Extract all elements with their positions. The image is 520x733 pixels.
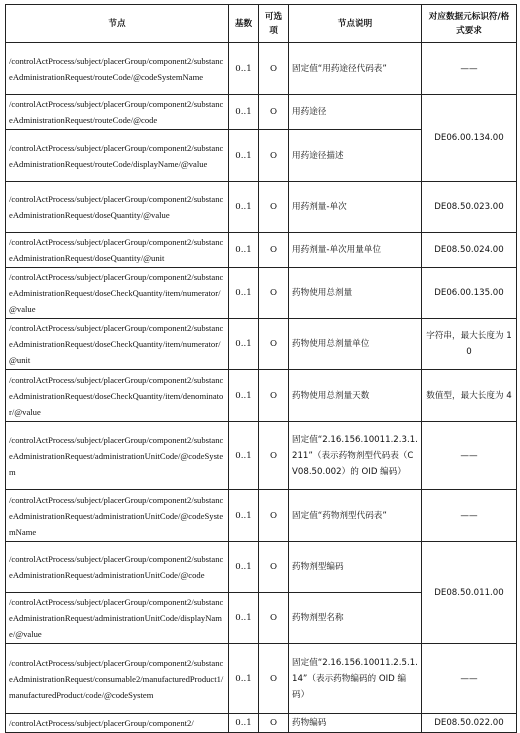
header-description: 节点说明 — [289, 5, 422, 43]
mapping-cell: DE08.50.023.00 — [422, 182, 517, 233]
table-row — [6, 714, 517, 733]
node-path-cell: /controlActProcess/subject/placerGroup/component2/ — [6, 714, 229, 733]
node-path-cell: /controlActProcess/subject/placerGroup/component2/substanceAdministrationRequest/doseCheckQuantity/item/numerator/@value — [6, 268, 229, 319]
mapping-cell: DE06.00.135.00 — [422, 268, 517, 319]
header-optional: 可选项 — [259, 5, 289, 43]
node-path-cell: /controlActProcess/subject/placerGroup/component2/substanceAdministrationRequest/routeCode/displayName/@value — [6, 130, 229, 182]
description-cell: 用药途径描述 — [289, 130, 422, 182]
optional-cell: O — [259, 268, 289, 319]
description-cell: 药物剂型编码 — [289, 542, 422, 593]
cardinality-cell: 0..1 — [229, 644, 259, 714]
table-row — [6, 542, 517, 593]
mapping-cell: DE08.50.024.00 — [422, 233, 517, 268]
table-row — [6, 95, 517, 130]
table-row — [6, 233, 517, 268]
cardinality-cell: 0..1 — [229, 233, 259, 268]
header-cardinality: 基数 — [229, 5, 259, 43]
cardinality-cell: 0..1 — [229, 268, 259, 319]
description-cell: 药物使用总剂量单位 — [289, 319, 422, 370]
cardinality-cell: 0..1 — [229, 182, 259, 233]
optional-cell: O — [259, 422, 289, 490]
cardinality-cell: 0..1 — [229, 593, 259, 644]
node-path-cell: /controlActProcess/subject/placerGroup/component2/substanceAdministrationRequest/administrationUnitCode/@code — [6, 542, 229, 593]
header-row — [6, 5, 517, 43]
description-cell: 用药剂量-单次用量单位 — [289, 233, 422, 268]
description-cell: 用药途径 — [289, 95, 422, 130]
table-row — [6, 268, 517, 319]
cardinality-cell: 0..1 — [229, 319, 259, 370]
description-cell: 药物剂型名称 — [289, 593, 422, 644]
cardinality-cell: 0..1 — [229, 490, 259, 542]
header-node: 节点 — [6, 5, 229, 43]
mapping-cell: —— — [422, 644, 517, 714]
description-cell: 固定值“药物剂型代码表” — [289, 490, 422, 542]
optional-cell: O — [259, 714, 289, 733]
mapping-cell: —— — [422, 490, 517, 542]
cardinality-cell: 0..1 — [229, 422, 259, 490]
node-path-cell: /controlActProcess/subject/placerGroup/component2/substanceAdministrationRequest/consumable2/manufacturedProduct1/manufacturedProduct/code/@codeSystem — [6, 644, 229, 714]
table-row — [6, 422, 517, 490]
cardinality-cell: 0..1 — [229, 714, 259, 733]
description-cell: 药物编码 — [289, 714, 422, 733]
optional-cell: O — [259, 43, 289, 95]
node-path-cell: /controlActProcess/subject/placerGroup/component2/substanceAdministrationRequest/routeCode/@codeSystemName — [6, 43, 229, 95]
mapping-cell: 数值型，最大长度为 4 — [422, 370, 517, 422]
optional-cell: O — [259, 182, 289, 233]
node-path-cell: /controlActProcess/subject/placerGroup/component2/substanceAdministrationRequest/doseQuantity/@unit — [6, 233, 229, 268]
description-cell: 药物使用总剂量 — [289, 268, 422, 319]
optional-cell: O — [259, 95, 289, 130]
node-path-cell: /controlActProcess/subject/placerGroup/component2/substanceAdministrationRequest/doseCheckQuantity/item/denominator/@value — [6, 370, 229, 422]
optional-cell: O — [259, 233, 289, 268]
description-cell: 药物使用总剂量天数 — [289, 370, 422, 422]
table-row — [6, 490, 517, 542]
data-element-table — [5, 4, 517, 733]
optional-cell: O — [259, 319, 289, 370]
description-cell: 固定值“2.16.156.10011.2.3.1.211”（表示药物剂型代码表（CV08.50.002）的 OID 编码） — [289, 422, 422, 490]
cardinality-cell: 0..1 — [229, 130, 259, 182]
table-row — [6, 43, 517, 95]
optional-cell: O — [259, 593, 289, 644]
cardinality-cell: 0..1 — [229, 95, 259, 130]
table-row — [6, 182, 517, 233]
mapping-cell: DE08.50.011.00 — [422, 542, 517, 644]
node-path-cell: /controlActProcess/subject/placerGroup/component2/substanceAdministrationRequest/doseCheckQuantity/item/numerator/@unit — [6, 319, 229, 370]
optional-cell: O — [259, 644, 289, 714]
mapping-cell: —— — [422, 43, 517, 95]
optional-cell: O — [259, 370, 289, 422]
description-cell: 用药剂量-单次 — [289, 182, 422, 233]
node-path-cell: /controlActProcess/subject/placerGroup/component2/substanceAdministrationRequest/routeCode/@code — [6, 95, 229, 130]
node-path-cell: /controlActProcess/subject/placerGroup/component2/substanceAdministrationRequest/doseQuantity/@value — [6, 182, 229, 233]
description-cell: 固定值“用药途径代码表” — [289, 43, 422, 95]
optional-cell: O — [259, 542, 289, 593]
table-row — [6, 319, 517, 370]
node-path-cell: /controlActProcess/subject/placerGroup/component2/substanceAdministrationRequest/administrationUnitCode/@codeSystem — [6, 422, 229, 490]
mapping-cell: 字符串，最大长度为 10 — [422, 319, 517, 370]
optional-cell: O — [259, 130, 289, 182]
cardinality-cell: 0..1 — [229, 542, 259, 593]
mapping-cell: —— — [422, 422, 517, 490]
description-cell: 固定值“2.16.156.10011.2.5.1.14”（表示药物编码的 OID 编码） — [289, 644, 422, 714]
mapping-cell: DE06.00.134.00 — [422, 95, 517, 182]
node-path-cell: /controlActProcess/subject/placerGroup/component2/substanceAdministrationRequest/administrationUnitCode/displayName/@value — [6, 593, 229, 644]
header-mapping: 对应数据元标识符/格式要求 — [422, 5, 517, 43]
table-row — [6, 644, 517, 714]
cardinality-cell: 0..1 — [229, 370, 259, 422]
cardinality-cell: 0..1 — [229, 43, 259, 95]
mapping-cell: DE08.50.022.00 — [422, 714, 517, 733]
node-path-cell: /controlActProcess/subject/placerGroup/component2/substanceAdministrationRequest/administrationUnitCode/@codeSystemName — [6, 490, 229, 542]
optional-cell: O — [259, 490, 289, 542]
table-row — [6, 370, 517, 422]
